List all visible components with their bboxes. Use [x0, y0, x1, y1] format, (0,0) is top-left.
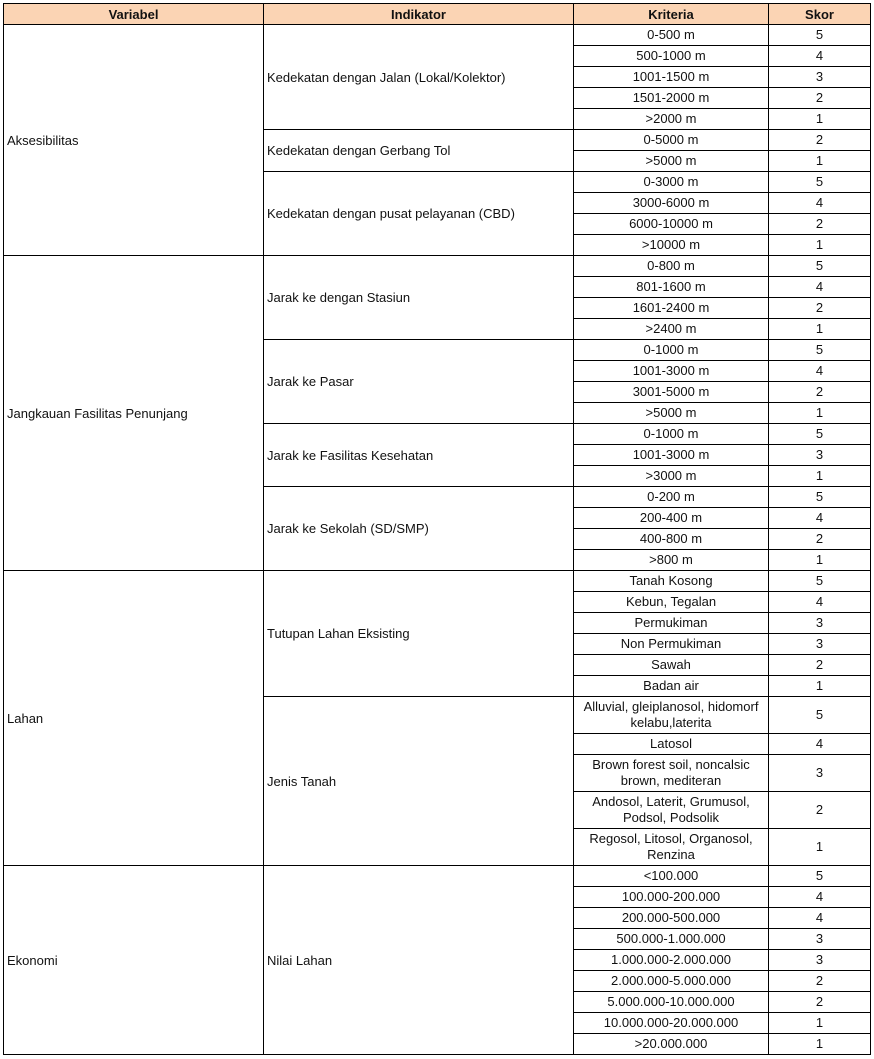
- kriteria-cell: 3001-5000 m: [574, 382, 769, 403]
- variabel-cell: Ekonomi: [4, 866, 264, 1055]
- kriteria-cell: 801-1600 m: [574, 277, 769, 298]
- kriteria-cell: >800 m: [574, 550, 769, 571]
- skor-cell: 3: [769, 755, 871, 792]
- kriteria-cell: 1601-2400 m: [574, 298, 769, 319]
- skor-cell: 1: [769, 466, 871, 487]
- kriteria-cell: Brown forest soil, noncalsic brown, mediteran: [574, 755, 769, 792]
- skor-cell: 3: [769, 929, 871, 950]
- scoring-table: [3, 3, 871, 1055]
- skor-cell: 2: [769, 792, 871, 829]
- skor-cell: 5: [769, 256, 871, 277]
- kriteria-cell: Alluvial, gleiplanosol, hidomorf kelabu,laterita: [574, 697, 769, 734]
- indikator-cell: Jarak ke Sekolah (SD/SMP): [264, 487, 574, 571]
- skor-cell: 5: [769, 571, 871, 592]
- skor-cell: 1: [769, 151, 871, 172]
- kriteria-cell: 0-800 m: [574, 256, 769, 277]
- kriteria-cell: 3000-6000 m: [574, 193, 769, 214]
- kriteria-cell: 200-400 m: [574, 508, 769, 529]
- header-skor: Skor: [769, 4, 871, 25]
- skor-cell: 4: [769, 361, 871, 382]
- skor-cell: 5: [769, 424, 871, 445]
- kriteria-cell: >2400 m: [574, 319, 769, 340]
- skor-cell: 2: [769, 88, 871, 109]
- kriteria-cell: 5.000.000-10.000.000: [574, 992, 769, 1013]
- indikator-cell: Tutupan Lahan Eksisting: [264, 571, 574, 697]
- skor-cell: 4: [769, 887, 871, 908]
- skor-cell: 1: [769, 1013, 871, 1034]
- kriteria-cell: 6000-10000 m: [574, 214, 769, 235]
- kriteria-cell: 500.000-1.000.000: [574, 929, 769, 950]
- skor-cell: 4: [769, 277, 871, 298]
- table-row: [4, 25, 871, 46]
- kriteria-cell: Permukiman: [574, 613, 769, 634]
- skor-cell: 1: [769, 550, 871, 571]
- skor-cell: 2: [769, 298, 871, 319]
- kriteria-cell: Badan air: [574, 676, 769, 697]
- table-row: [4, 571, 871, 592]
- kriteria-cell: 1001-3000 m: [574, 361, 769, 382]
- skor-cell: 1: [769, 829, 871, 866]
- header-row: [4, 4, 871, 25]
- skor-cell: 3: [769, 950, 871, 971]
- skor-cell: 5: [769, 866, 871, 887]
- kriteria-cell: 400-800 m: [574, 529, 769, 550]
- skor-cell: 3: [769, 445, 871, 466]
- kriteria-cell: 0-5000 m: [574, 130, 769, 151]
- kriteria-cell: 1001-3000 m: [574, 445, 769, 466]
- skor-cell: 5: [769, 172, 871, 193]
- kriteria-cell: 0-500 m: [574, 25, 769, 46]
- skor-cell: 1: [769, 676, 871, 697]
- kriteria-cell: >3000 m: [574, 466, 769, 487]
- kriteria-cell: >10000 m: [574, 235, 769, 256]
- variabel-cell: Jangkauan Fasilitas Penunjang: [4, 256, 264, 571]
- kriteria-cell: Sawah: [574, 655, 769, 676]
- kriteria-cell: 0-1000 m: [574, 340, 769, 361]
- skor-cell: 3: [769, 634, 871, 655]
- skor-cell: 1: [769, 109, 871, 130]
- skor-cell: 4: [769, 908, 871, 929]
- kriteria-cell: Andosol, Laterit, Grumusol, Podsol, Podsolik: [574, 792, 769, 829]
- skor-cell: 5: [769, 25, 871, 46]
- kriteria-cell: >20.000.000: [574, 1034, 769, 1055]
- kriteria-cell: >5000 m: [574, 151, 769, 172]
- skor-cell: 1: [769, 403, 871, 424]
- indikator-cell: Kedekatan dengan Jalan (Lokal/Kolektor): [264, 25, 574, 130]
- skor-cell: 1: [769, 319, 871, 340]
- skor-cell: 3: [769, 67, 871, 88]
- skor-cell: 2: [769, 214, 871, 235]
- kriteria-cell: 100.000-200.000: [574, 887, 769, 908]
- skor-cell: 2: [769, 529, 871, 550]
- skor-cell: 2: [769, 130, 871, 151]
- kriteria-cell: Kebun, Tegalan: [574, 592, 769, 613]
- kriteria-cell: 2.000.000-5.000.000: [574, 971, 769, 992]
- kriteria-cell: >5000 m: [574, 403, 769, 424]
- indikator-cell: Nilai Lahan: [264, 866, 574, 1055]
- header-indikator: Indikator: [264, 4, 574, 25]
- indikator-cell: Jenis Tanah: [264, 697, 574, 866]
- kriteria-cell: >2000 m: [574, 109, 769, 130]
- kriteria-cell: Non Permukiman: [574, 634, 769, 655]
- kriteria-cell: Regosol, Litosol, Organosol, Renzina: [574, 829, 769, 866]
- skor-cell: 2: [769, 655, 871, 676]
- table-body: [4, 25, 871, 1055]
- kriteria-cell: <100.000: [574, 866, 769, 887]
- table-row: [4, 256, 871, 277]
- skor-cell: 5: [769, 697, 871, 734]
- indikator-cell: Jarak ke dengan Stasiun: [264, 256, 574, 340]
- indikator-cell: Jarak ke Pasar: [264, 340, 574, 424]
- kriteria-cell: Tanah Kosong: [574, 571, 769, 592]
- kriteria-cell: 1.000.000-2.000.000: [574, 950, 769, 971]
- kriteria-cell: 10.000.000-20.000.000: [574, 1013, 769, 1034]
- skor-cell: 4: [769, 508, 871, 529]
- kriteria-cell: 0-3000 m: [574, 172, 769, 193]
- kriteria-cell: 1001-1500 m: [574, 67, 769, 88]
- header-variabel: Variabel: [4, 4, 264, 25]
- skor-cell: 5: [769, 340, 871, 361]
- skor-cell: 2: [769, 971, 871, 992]
- skor-cell: 4: [769, 46, 871, 67]
- kriteria-cell: 200.000-500.000: [574, 908, 769, 929]
- indikator-cell: Kedekatan dengan pusat pelayanan (CBD): [264, 172, 574, 256]
- skor-cell: 5: [769, 487, 871, 508]
- skor-cell: 2: [769, 992, 871, 1013]
- skor-cell: 1: [769, 235, 871, 256]
- skor-cell: 2: [769, 382, 871, 403]
- kriteria-cell: 1501-2000 m: [574, 88, 769, 109]
- variabel-cell: Aksesibilitas: [4, 25, 264, 256]
- skor-cell: 4: [769, 193, 871, 214]
- kriteria-cell: 0-1000 m: [574, 424, 769, 445]
- variabel-cell: Lahan: [4, 571, 264, 866]
- skor-cell: 4: [769, 592, 871, 613]
- kriteria-cell: 500-1000 m: [574, 46, 769, 67]
- indikator-cell: Jarak ke Fasilitas Kesehatan: [264, 424, 574, 487]
- kriteria-cell: Latosol: [574, 734, 769, 755]
- skor-cell: 1: [769, 1034, 871, 1055]
- indikator-cell: Kedekatan dengan Gerbang Tol: [264, 130, 574, 172]
- header-kriteria: Kriteria: [574, 4, 769, 25]
- kriteria-cell: 0-200 m: [574, 487, 769, 508]
- skor-cell: 3: [769, 613, 871, 634]
- table-row: [4, 866, 871, 887]
- skor-cell: 4: [769, 734, 871, 755]
